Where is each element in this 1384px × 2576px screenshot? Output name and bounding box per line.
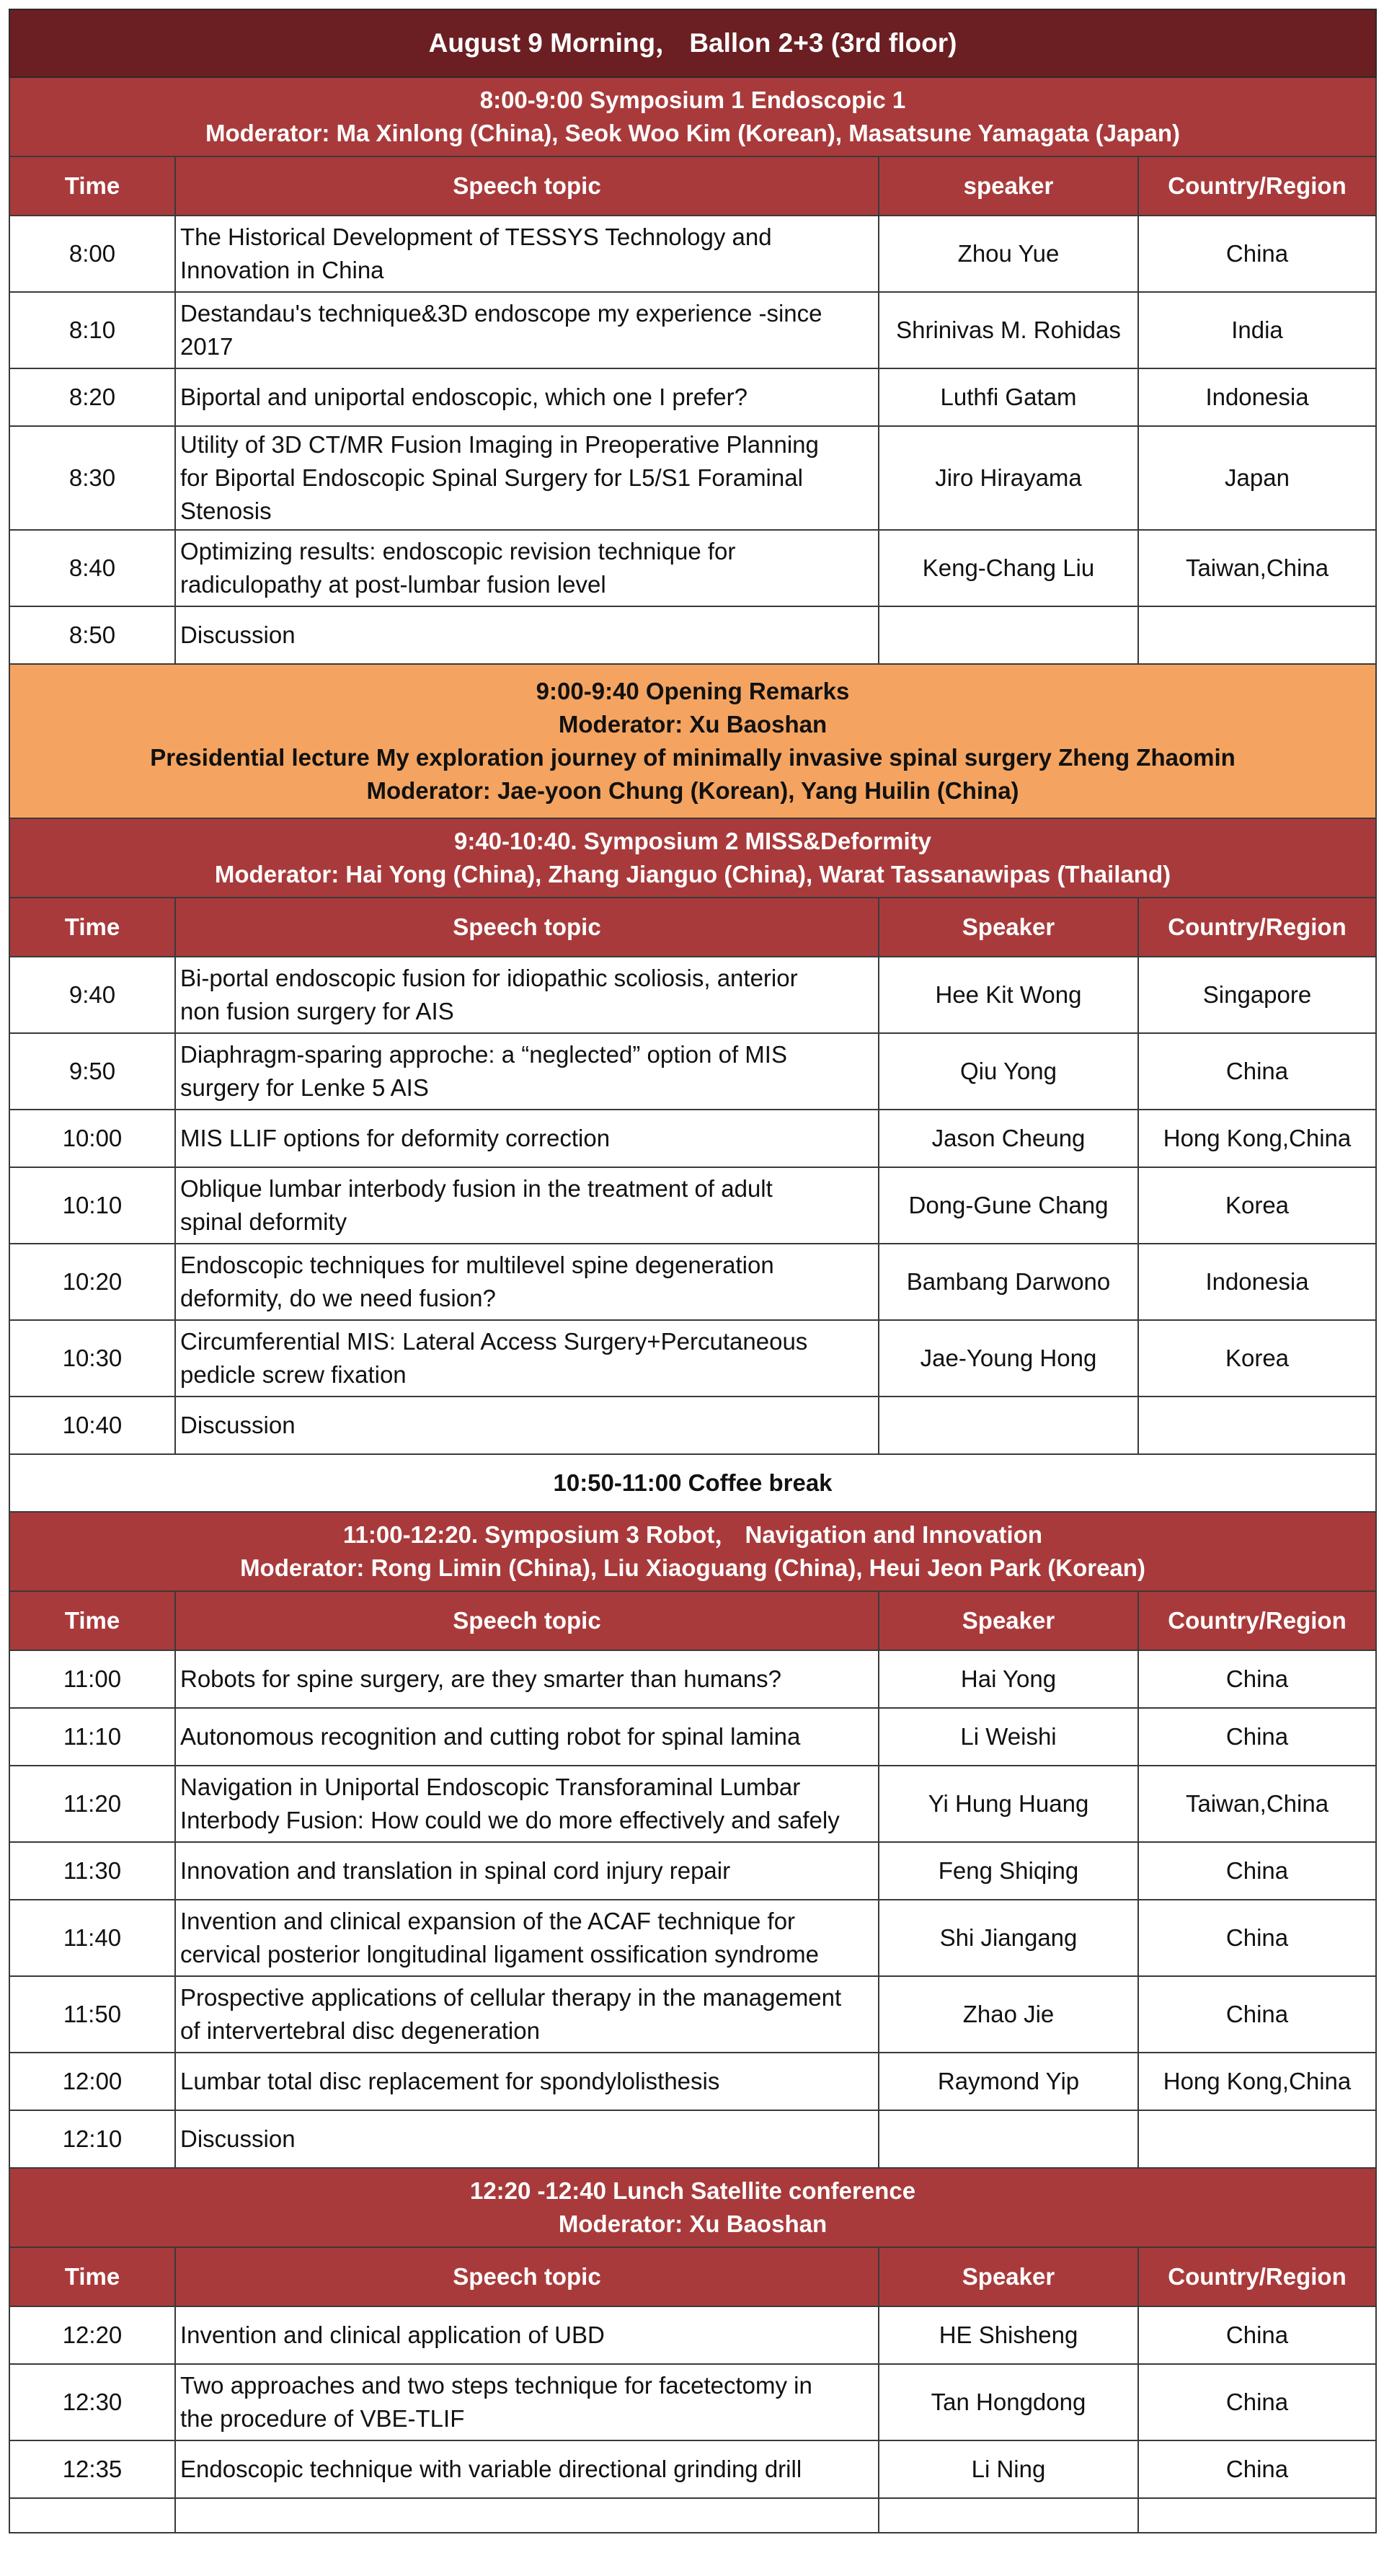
- country-cell: Taiwan,China: [1138, 530, 1376, 606]
- column-header-speaker: Speaker: [879, 2247, 1138, 2306]
- speaker-cell: Raymond Yip: [879, 2053, 1138, 2110]
- column-header-speaker: Speaker: [879, 1591, 1138, 1650]
- table-row: [9, 1976, 1376, 2053]
- time-cell: 11:40: [9, 1900, 175, 1976]
- topic-line: Bi-portal endoscopic fusion for idiopathic scoliosis, anterior: [180, 965, 798, 991]
- time-cell: 10:20: [9, 1244, 175, 1320]
- opening-line3: Presidential lecture My exploration journey of minimally invasive spinal surgery Zheng Zhaomin: [150, 744, 1236, 771]
- time-cell: 12:30: [9, 2364, 175, 2440]
- topic-line: deformity, do we need fusion?: [180, 1285, 496, 1311]
- time-cell: 12:10: [9, 2110, 175, 2168]
- column-header-time: Time: [9, 1591, 175, 1650]
- opening-remarks-row: [9, 664, 1376, 818]
- topic-line: Invention and clinical application of UBD: [180, 2322, 605, 2348]
- topic-cell: [175, 292, 879, 368]
- topic-line: Innovation and translation in spinal cord injury repair: [180, 1857, 731, 1884]
- session-moderator: Moderator: Xu Baoshan: [558, 2210, 828, 2237]
- topic-cell: [175, 426, 879, 530]
- speaker-cell: Yi Hung Huang: [879, 1766, 1138, 1842]
- topic-line: the procedure of VBE-TLIF: [180, 2405, 465, 2432]
- column-header-country: Country/Region: [1138, 1591, 1376, 1650]
- column-header-topic: Speech topic: [175, 2247, 879, 2306]
- topic-line: Discussion: [180, 1412, 296, 1438]
- column-header-speaker: speaker: [879, 156, 1138, 216]
- speaker-cell: Feng Shiqing: [879, 1842, 1138, 1900]
- time-cell: 10:00: [9, 1110, 175, 1167]
- time-cell: 11:10: [9, 1708, 175, 1766]
- topic-line: Utility of 3D CT/MR Fusion Imaging in Preoperative Planning: [180, 431, 819, 458]
- topic-line: Diaphragm-sparing approche: a “neglected” option of MIS: [180, 1041, 787, 1068]
- topic-line: MIS LLIF options for deformity correction: [180, 1125, 611, 1151]
- topic-line: Navigation in Uniportal Endoscopic Transforaminal Lumbar: [180, 1774, 801, 1800]
- topic-cell: [175, 2306, 879, 2364]
- table-row: [9, 2364, 1376, 2440]
- country-cell: China: [1138, 1900, 1376, 1976]
- speaker-cell: [879, 606, 1138, 664]
- topic-cell: [175, 530, 879, 606]
- topic-cell: [175, 2053, 879, 2110]
- opening-line4: Moderator: Jae-yoon Chung (Korean), Yang Huilin (China): [366, 777, 1019, 804]
- speaker-cell: Zhou Yue: [879, 216, 1138, 292]
- time-cell: 8:10: [9, 292, 175, 368]
- speaker-cell: Tan Hongdong: [879, 2364, 1138, 2440]
- time-cell: 8:40: [9, 530, 175, 606]
- topic-cell: [175, 1766, 879, 1842]
- column-header-speaker: Speaker: [879, 898, 1138, 957]
- table-row: [9, 1708, 1376, 1766]
- session-moderator: Moderator: Ma Xinlong (China), Seok Woo Kim (Korean), Masatsune Yamagata (Japan): [205, 120, 1180, 146]
- column-header-country: Country/Region: [1138, 898, 1376, 957]
- topic-line: cervical posterior longitudinal ligament ossification syndrome: [180, 1941, 819, 1968]
- topic-line: Lumbar total disc replacement for spondylolisthesis: [180, 2068, 720, 2094]
- speaker-cell: Li Weishi: [879, 1708, 1138, 1766]
- column-header-row: [9, 2247, 1376, 2306]
- speaker-cell: Jiro Hirayama: [879, 426, 1138, 530]
- country-cell: China: [1138, 1842, 1376, 1900]
- table-row: [9, 2053, 1376, 2110]
- opening-line2: Moderator: Xu Baoshan: [558, 711, 828, 738]
- table-row: [9, 292, 1376, 368]
- column-header-time: Time: [9, 898, 175, 957]
- table-row: [9, 216, 1376, 292]
- topic-cell: [175, 1976, 879, 2053]
- empty-cell: [879, 2498, 1138, 2533]
- topic-line: Discussion: [180, 621, 296, 648]
- speaker-cell: [879, 2110, 1138, 2168]
- time-cell: 12:00: [9, 2053, 175, 2110]
- speaker-cell: Qiu Yong: [879, 1033, 1138, 1110]
- table-row: [9, 1766, 1376, 1842]
- time-cell: 8:20: [9, 368, 175, 426]
- column-header-row: [9, 898, 1376, 957]
- country-cell: China: [1138, 1650, 1376, 1708]
- speaker-cell: Luthfi Gatam: [879, 368, 1138, 426]
- topic-cell: [175, 1900, 879, 1976]
- column-header-row: [9, 1591, 1376, 1650]
- column-header-topic: Speech topic: [175, 898, 879, 957]
- session-header: [9, 1512, 1376, 1591]
- table-row: [9, 1033, 1376, 1110]
- empty-row: [9, 2498, 1376, 2533]
- country-cell: China: [1138, 2364, 1376, 2440]
- speaker-cell: Hee Kit Wong: [879, 957, 1138, 1033]
- topic-line: Innovation in China: [180, 257, 384, 283]
- time-cell: 8:30: [9, 426, 175, 530]
- topic-line: Endoscopic techniques for multilevel spine degeneration: [180, 1252, 774, 1278]
- session-header: [9, 818, 1376, 898]
- session-header: [9, 77, 1376, 156]
- column-header-row: [9, 156, 1376, 216]
- table-row: [9, 426, 1376, 530]
- page-title: August 9 Morning， Ballon 2+3 (3rd floor): [9, 9, 1376, 77]
- topic-line: Destandau's technique&3D endoscope my experience -since: [180, 300, 822, 327]
- country-cell: China: [1138, 1033, 1376, 1110]
- country-cell: Taiwan,China: [1138, 1766, 1376, 1842]
- topic-line: 2017: [180, 333, 234, 360]
- column-header-country: Country/Region: [1138, 156, 1376, 216]
- table-row: [9, 2440, 1376, 2498]
- empty-cell: [9, 2498, 175, 2533]
- time-cell: 10:40: [9, 1397, 175, 1454]
- session-time-title: 12:20 -12:40 Lunch Satellite conference: [469, 2177, 916, 2204]
- column-header-time: Time: [9, 2247, 175, 2306]
- speaker-cell: Shrinivas M. Rohidas: [879, 292, 1138, 368]
- topic-cell: [175, 216, 879, 292]
- topic-cell: [175, 1397, 879, 1454]
- topic-cell: [175, 1244, 879, 1320]
- speaker-cell: HE Shisheng: [879, 2306, 1138, 2364]
- country-cell: India: [1138, 292, 1376, 368]
- country-cell: China: [1138, 2440, 1376, 2498]
- country-cell: Indonesia: [1138, 368, 1376, 426]
- topic-line: of intervertebral disc degeneration: [180, 2017, 540, 2044]
- topic-line: Invention and clinical expansion of the ACAF technique for: [180, 1908, 796, 1934]
- country-cell: China: [1138, 216, 1376, 292]
- session-header: [9, 2168, 1376, 2247]
- session-title: [9, 818, 1376, 898]
- column-header-time: Time: [9, 156, 175, 216]
- table-row: [9, 606, 1376, 664]
- column-header-topic: Speech topic: [175, 1591, 879, 1650]
- time-cell: 9:50: [9, 1033, 175, 1110]
- topic-line: Biportal and uniportal endoscopic, which one I prefer?: [180, 384, 748, 410]
- coffee-break: 10:50-11:00 Coffee break: [9, 1454, 1376, 1512]
- speaker-cell: Dong-Gune Chang: [879, 1167, 1138, 1244]
- country-cell: Hong Kong,China: [1138, 2053, 1376, 2110]
- topic-cell: [175, 1320, 879, 1397]
- session-title: [9, 1512, 1376, 1591]
- session-moderator: Moderator: Rong Limin (China), Liu Xiaoguang (China), Heui Jeon Park (Korean): [240, 1554, 1145, 1581]
- topic-cell: [175, 368, 879, 426]
- country-cell: China: [1138, 2306, 1376, 2364]
- speaker-cell: Bambang Darwono: [879, 1244, 1138, 1320]
- topic-line: Endoscopic technique with variable directional grinding drill: [180, 2456, 802, 2482]
- session-time-title: 11:00-12:20. Symposium 3 Robot， Navigation and Innovation: [342, 1521, 1043, 1548]
- topic-line: Oblique lumbar interbody fusion in the treatment of adult: [180, 1175, 773, 1202]
- topic-cell: [175, 2110, 879, 2168]
- table-row: [9, 1167, 1376, 1244]
- table-row: [9, 368, 1376, 426]
- session-time-title: 8:00-9:00 Symposium 1 Endoscopic 1: [479, 87, 906, 113]
- time-cell: 12:35: [9, 2440, 175, 2498]
- topic-line: Optimizing results: endoscopic revision technique for: [180, 538, 736, 565]
- opening-line1: 9:00-9:40 Opening Remarks: [536, 678, 850, 704]
- time-cell: 8:00: [9, 216, 175, 292]
- time-cell: 12:20: [9, 2306, 175, 2364]
- column-header-topic: Speech topic: [175, 156, 879, 216]
- session-title: [9, 77, 1376, 156]
- topic-line: Robots for spine surgery, are they smarter than humans?: [180, 1665, 781, 1692]
- speaker-cell: Zhao Jie: [879, 1976, 1138, 2053]
- topic-line: Prospective applications of cellular therapy in the management: [180, 1984, 842, 2011]
- topic-line: Stenosis: [180, 497, 272, 524]
- topic-line: surgery for Lenke 5 AIS: [180, 1074, 429, 1101]
- time-cell: 10:10: [9, 1167, 175, 1244]
- country-cell: Singapore: [1138, 957, 1376, 1033]
- topic-line: Interbody Fusion: How could we do more effectively and safely: [180, 1807, 840, 1833]
- topic-line: non fusion surgery for AIS: [180, 998, 454, 1024]
- topic-cell: [175, 1650, 879, 1708]
- country-cell: Korea: [1138, 1320, 1376, 1397]
- topic-cell: [175, 957, 879, 1033]
- topic-cell: [175, 1842, 879, 1900]
- title-row: [9, 9, 1376, 77]
- topic-line: Circumferential MIS: Lateral Access Surgery+Percutaneous: [180, 1328, 808, 1355]
- country-cell: China: [1138, 1976, 1376, 2053]
- topic-cell: [175, 1708, 879, 1766]
- column-header-country: Country/Region: [1138, 2247, 1376, 2306]
- table-row: [9, 2306, 1376, 2364]
- session-title: [9, 2168, 1376, 2247]
- time-cell: 8:50: [9, 606, 175, 664]
- empty-cell: [175, 2498, 879, 2533]
- country-cell: [1138, 2110, 1376, 2168]
- empty-cell: [1138, 2498, 1376, 2533]
- speaker-cell: Keng-Chang Liu: [879, 530, 1138, 606]
- time-cell: 10:30: [9, 1320, 175, 1397]
- time-cell: 11:20: [9, 1766, 175, 1842]
- speaker-cell: [879, 1397, 1138, 1454]
- speaker-cell: Shi Jiangang: [879, 1900, 1138, 1976]
- topic-cell: [175, 1110, 879, 1167]
- country-cell: Hong Kong,China: [1138, 1110, 1376, 1167]
- coffee-break-row: [9, 1454, 1376, 1512]
- speaker-cell: Jason Cheung: [879, 1110, 1138, 1167]
- speaker-cell: Li Ning: [879, 2440, 1138, 2498]
- time-cell: 11:50: [9, 1976, 175, 2053]
- topic-line: for Biportal Endoscopic Spinal Surgery for L5/S1 Foraminal: [180, 464, 803, 491]
- country-cell: [1138, 1397, 1376, 1454]
- country-cell: Japan: [1138, 426, 1376, 530]
- topic-line: Autonomous recognition and cutting robot for spinal lamina: [180, 1723, 801, 1750]
- country-cell: [1138, 606, 1376, 664]
- agenda-table: [9, 9, 1377, 2533]
- time-cell: 9:40: [9, 957, 175, 1033]
- session-time-title: 9:40-10:40. Symposium 2 MISS&Deformity: [453, 828, 932, 854]
- table-row: [9, 1842, 1376, 1900]
- table-row: [9, 957, 1376, 1033]
- topic-cell: [175, 2364, 879, 2440]
- country-cell: China: [1138, 1708, 1376, 1766]
- speaker-cell: Jae-Young Hong: [879, 1320, 1138, 1397]
- topic-cell: [175, 1167, 879, 1244]
- table-row: [9, 1900, 1376, 1976]
- table-row: [9, 530, 1376, 606]
- table-row: [9, 1110, 1376, 1167]
- opening-remarks: [9, 664, 1376, 818]
- topic-line: Two approaches and two steps technique for facetectomy in: [180, 2372, 812, 2399]
- session-moderator: Moderator: Hai Yong (China), Zhang Jianguo (China), Warat Tassanawipas (Thailand): [214, 861, 1171, 888]
- country-cell: Korea: [1138, 1167, 1376, 1244]
- topic-cell: [175, 606, 879, 664]
- time-cell: 11:00: [9, 1650, 175, 1708]
- table-row: [9, 1397, 1376, 1454]
- topic-line: radiculopathy at post-lumbar fusion level: [180, 571, 606, 598]
- topic-line: spinal deformity: [180, 1208, 347, 1235]
- table-row: [9, 1244, 1376, 1320]
- table-row: [9, 2110, 1376, 2168]
- topic-cell: [175, 2440, 879, 2498]
- country-cell: Indonesia: [1138, 1244, 1376, 1320]
- topic-cell: [175, 1033, 879, 1110]
- speaker-cell: Hai Yong: [879, 1650, 1138, 1708]
- topic-line: pedicle screw fixation: [180, 1361, 407, 1388]
- table-row: [9, 1320, 1376, 1397]
- topic-line: Discussion: [180, 2125, 296, 2152]
- topic-line: The Historical Development of TESSYS Technology and: [180, 223, 772, 250]
- table-row: [9, 1650, 1376, 1708]
- time-cell: 11:30: [9, 1842, 175, 1900]
